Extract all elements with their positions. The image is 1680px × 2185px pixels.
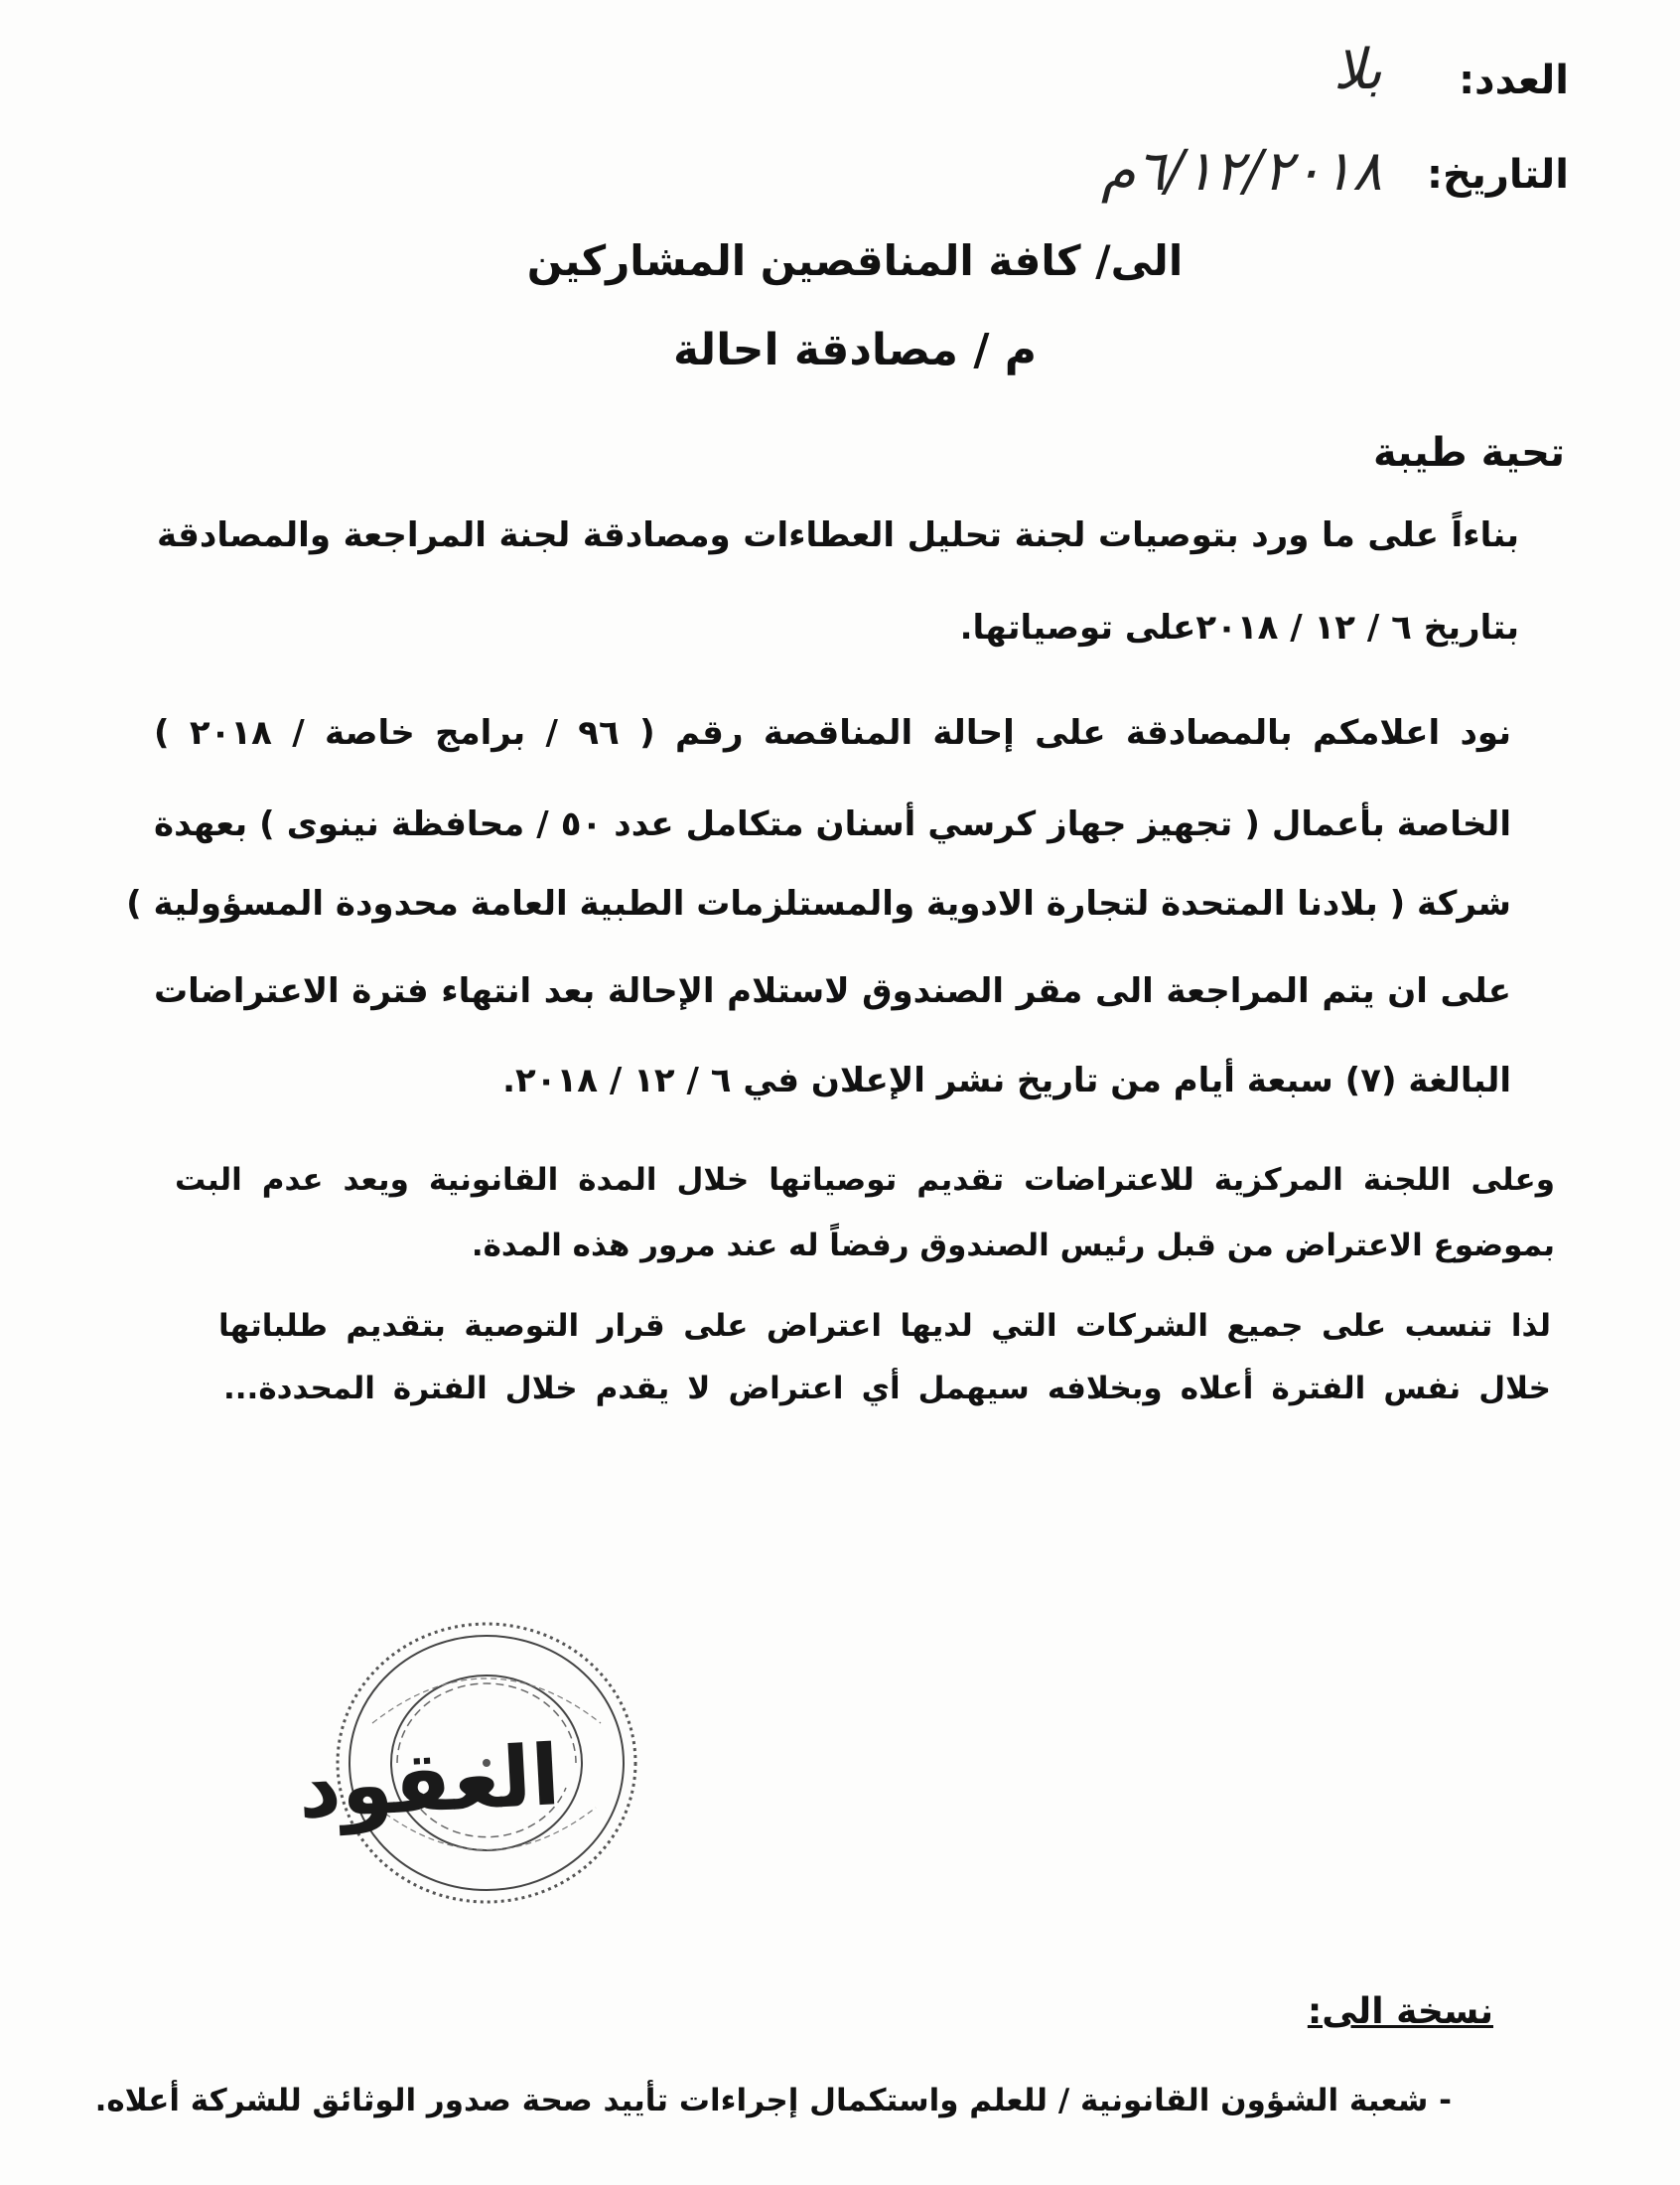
- paragraph-line: لذا تنسب على جميع الشركات التي لديها اعتراض على قرار التوصية بتقديم طلباتها: [218, 1308, 1551, 1344]
- paragraph-line: بتاريخ ٦ / ١٢ / ٢٠١٨على توصياتها.: [959, 608, 1519, 648]
- paragraph-line: البالغة (٧) سبعة أيام من تاريخ نشر الإعلان في ٦ / ١٢ / ٢٠١٨.: [502, 1061, 1511, 1100]
- greeting: تحية طيبة: [1373, 430, 1565, 476]
- number-value: بلا: [1333, 38, 1382, 102]
- date-value: ٦/١٢/٢٠١٨م: [1101, 139, 1382, 204]
- number-label: العدد:: [1459, 58, 1569, 103]
- paragraph-line: وعلى اللجنة المركزية للاعتراضات تقديم توصياتها خلال المدة القانونية ويعد عدم البت: [175, 1162, 1555, 1198]
- paragraph-line: نود اعلامكم بالمصادقة على إحالة المناقصة رقم ( ٩٦ / برامج خاصة / ٢٠١٨ ): [154, 713, 1511, 753]
- subject-line: م / مصادقة احالة: [673, 325, 1037, 375]
- paragraph-line: بموضوع الاعتراض من قبل رئيس الصندوق رفضاً له عند مرور هذه المدة.: [471, 1228, 1555, 1263]
- paragraph-line: الخاصة بأعمال ( تجهيز جهاز كرسي أسنان متكامل عدد ٥٠ / محافظة نينوى ) بعهدة: [154, 804, 1511, 844]
- paragraph-line: على ان يتم المراجعة الى مقر الصندوق لاستلام الإحالة بعد انتهاء فترة الاعتراضات: [154, 971, 1511, 1011]
- cc-list-item: - شعبة الشؤون القانونية / للعلم واستكمال إجراءات تأييد صحة صدور الوثائق للشركة أعلاه.: [94, 2083, 1452, 2118]
- paragraph-line: بناءاً على ما ورد بتوصيات لجنة تحليل العطاءات ومصادقة لجنة المراجعة والمصادقة: [157, 515, 1519, 555]
- paragraph-line: خلال نفس الفترة أعلاه وبخلافه سيهمل أي اعتراض لا يقدم خلال الفترة المحددة...: [223, 1371, 1551, 1406]
- addressee-line: الى/ كافة المناقصين المشاركين: [526, 236, 1184, 285]
- cc-title: نسخة الى:: [1307, 1991, 1493, 2032]
- date-label: التاريخ:: [1427, 152, 1569, 198]
- paragraph-line: شركة ( بلادنا المتحدة لتجارة الادوية والمستلزمات الطبية العامة محدودة المسؤولية ): [126, 884, 1511, 924]
- signature-contracts: العقود: [295, 1726, 563, 1837]
